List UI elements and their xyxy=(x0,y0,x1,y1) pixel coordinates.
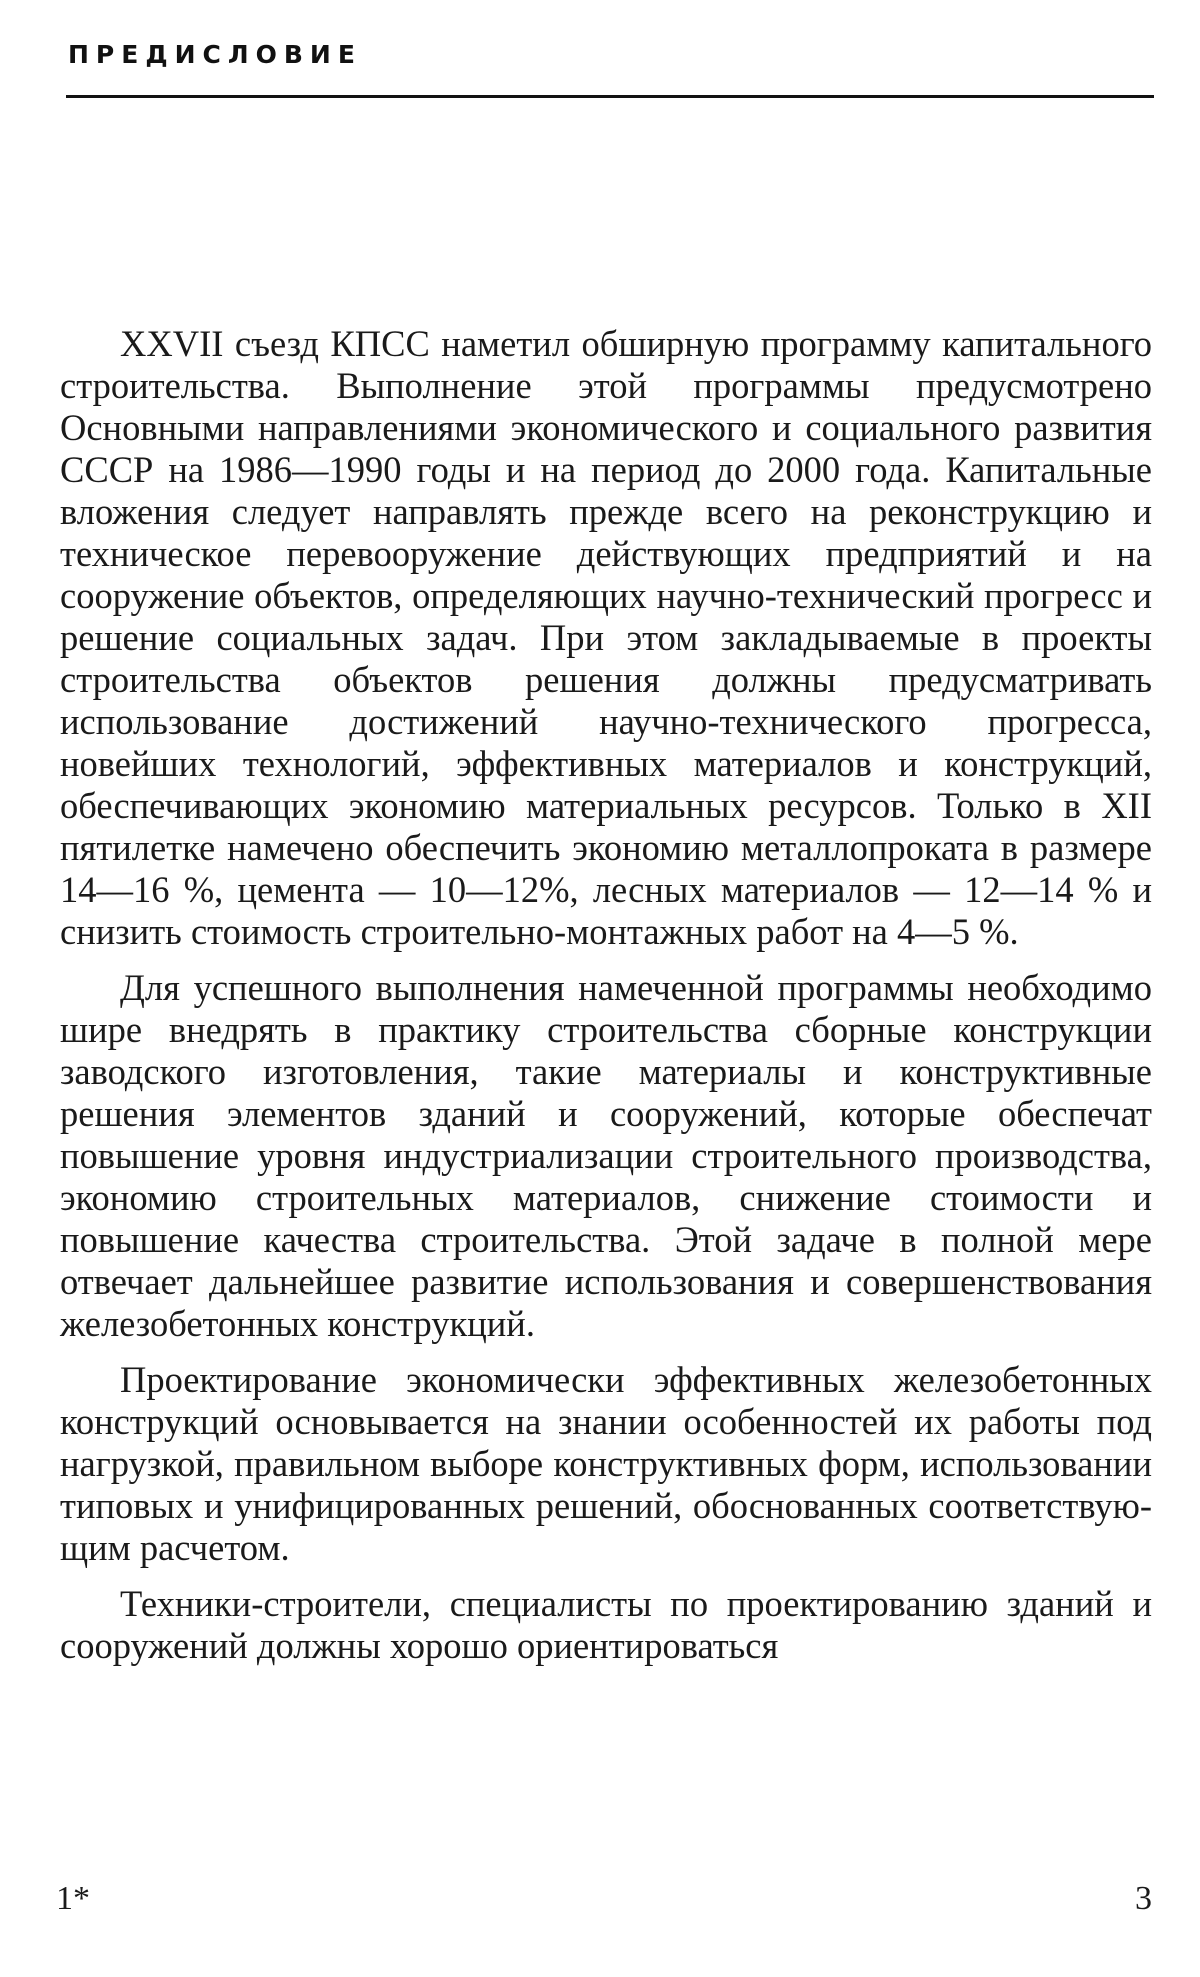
body-text xyxy=(60,323,1152,1681)
running-head-title: ПРЕДИСЛОВИЕ xyxy=(68,40,362,69)
paragraph: Техники-строители, специалисты по проектированию зданий и сооружений должны хорошо ориентироваться xyxy=(60,1583,1152,1666)
signature-mark: 1* xyxy=(56,1880,90,1917)
paragraph: XXVII съезд КПСС наметил обширную программу капитального строительства. Выполнение этой программы предусмотрено Основными направлениями экономического и социального развития СССР на 1986—1990 годы и на период до 2000 года. Капитальные вложения следует направлять прежде всего на реконструкцию и техническое перевооружение действующих предприятий и на сооружение объектов, определяющих научно-технический прогресс и решение социальных задач. При этом закладываемые в проекты строительства объектов решения должны предусматривать использование достижений научно-технического прогресса, новейших технологий, эффективных материалов и конструкций, обеспечивающих экономию материальных ресурсов. Только в XII пятилетке намечено обеспечить экономию металлопроката в размере 14—16 %, цемента — 10—12%, лесных материалов — 12—14 % и снизить стоимость строительно-монтажных работ на 4—5 %. xyxy=(60,323,1152,952)
page-number: 3 xyxy=(1135,1880,1152,1917)
paragraph: Для успешного выполнения намеченной программы необходимо шире внедрять в практику строительства сборные конструкции заводского изготовления, такие материалы и конструктивные решения элементов зданий и сооружений, которые обеспечат повышение уровня индустриализации строительного производства, экономию строительных материалов, снижение стоимости и повышение качества строительства. Этой задаче в полной мере отвечает дальнейшее развитие использования и совершенствования железобетонных конструкций. xyxy=(60,967,1152,1344)
header-rule xyxy=(66,95,1154,98)
paragraph: Проектирование экономически эффективных железобетонных конструкций основывается на знании особенностей их работы под нагрузкой, правильном выборе конструктивных форм, использовании типовых и унифицированных решений, обоснованных соответствующим расчетом. xyxy=(60,1359,1152,1568)
